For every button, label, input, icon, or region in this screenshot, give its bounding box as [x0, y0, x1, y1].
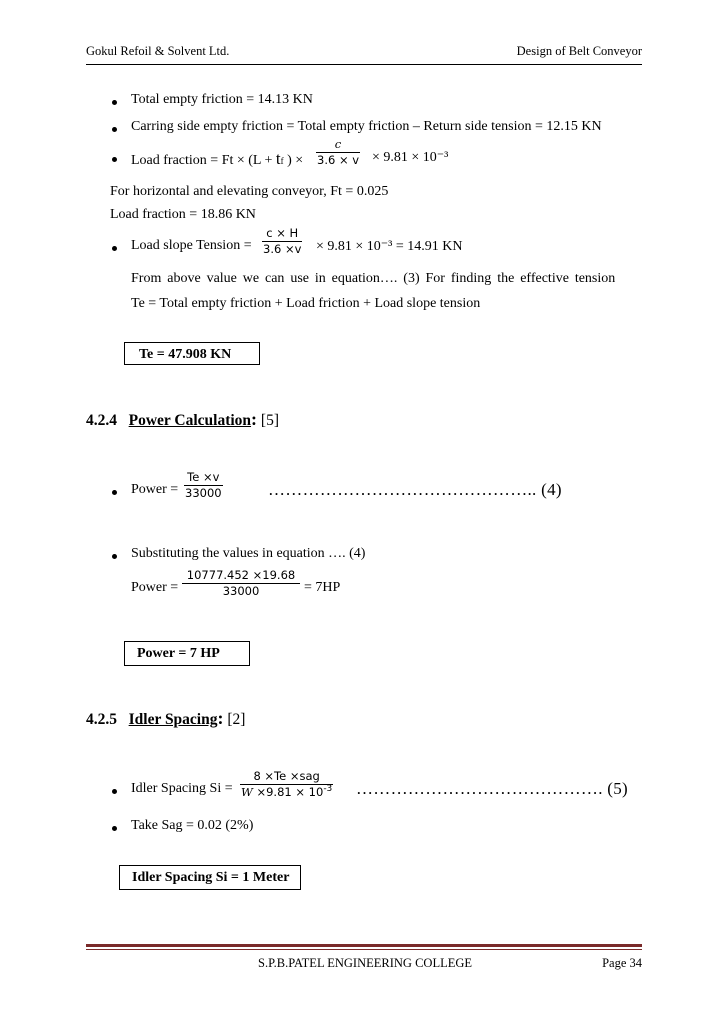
equation-5-reference: ……………………………………. (5) — [356, 779, 629, 798]
from-above-text: From above value we can use in equation…. (3) For finding the effective tension — [131, 271, 616, 286]
footer-college: S.P.B.PATEL ENGINEERING COLLEGE — [258, 956, 473, 970]
load-fraction-t: t — [275, 149, 281, 168]
te-result: Te = 47.908 KN — [139, 347, 232, 362]
idler-result-box — [119, 865, 301, 890]
power-formula-fraction — [184, 470, 223, 501]
section-number: 4.2.5 — [86, 711, 117, 728]
bullet — [112, 490, 117, 495]
te-result-box — [124, 342, 260, 365]
fraction-numerator: Te ×v — [187, 470, 220, 484]
power-result-box — [124, 641, 250, 666]
slope-tension-prefix: Load slope Tension = — [131, 238, 252, 253]
fraction-numerator: c — [334, 137, 342, 151]
fraction-denominator: 33000 — [185, 486, 222, 500]
load-fraction-exponent: ⁻³ — [436, 150, 449, 165]
idler-formula-prefix: Idler Spacing Si = — [131, 781, 233, 796]
section-title: Power Calculation — [128, 412, 252, 429]
section-colon: : — [217, 708, 224, 728]
substituting-text: Substituting the values in equation …. (4) — [131, 546, 366, 561]
load-fraction-f: f — [280, 156, 284, 166]
equation-4-reference: ……………………………………….. (4) — [268, 480, 562, 499]
section-reference: [2] — [227, 711, 246, 728]
power-calc-prefix: Power = — [131, 580, 179, 595]
idler-formula-fraction — [240, 769, 333, 800]
header-left: Gokul Refoil & Solvent Ltd. — [86, 44, 230, 58]
power-formula-prefix: Power = — [131, 482, 179, 497]
header-divider — [86, 64, 642, 65]
page-number: Page 34 — [602, 956, 642, 970]
header-right: Design of Belt Conveyor — [516, 44, 642, 58]
fraction-numerator: c × H — [266, 226, 299, 240]
section-colon: : — [251, 409, 258, 429]
power-calc-fraction — [182, 568, 300, 599]
slope-tension-suffix: × 9.81 × 10⁻³ = 14.91 KN — [316, 239, 463, 254]
power-result: Power = 7 HP — [137, 646, 220, 661]
bullet — [112, 100, 117, 105]
te-equation: Te = Total empty friction + Load friction + Load slope tension — [131, 296, 481, 311]
bullet — [112, 127, 117, 132]
bullet — [112, 246, 117, 251]
load-fraction-suffix — [372, 149, 448, 166]
idler-section-heading — [86, 708, 245, 729]
horizontal-conveyor-note: For horizontal and elevating conveyor, Ft = 0.025 — [110, 184, 389, 199]
idler-result: Idler Spacing Si = 1 Meter — [132, 870, 290, 885]
power-section-heading — [86, 409, 279, 430]
total-empty-friction: Total empty friction = 14.13 KN — [131, 92, 313, 107]
bullet — [112, 826, 117, 831]
bullet — [112, 789, 117, 794]
fraction-denominator: $W \times 9.81 \times 10^{-3}$ — [241, 784, 333, 799]
carring-side-friction: Carring side empty friction = Total empty friction – Return side tension = 12.15 KN — [131, 119, 602, 134]
section-reference: [5] — [260, 412, 279, 429]
fraction-denominator: 33000 — [222, 584, 260, 598]
fraction-numerator: 8 ×Te ×sag — [253, 769, 320, 783]
power-calc-result: = 7HP — [304, 580, 341, 595]
load-fraction-mid: ) × — [287, 153, 304, 168]
take-sag-text: Take Sag = 0.02 (2%) — [131, 818, 254, 833]
fraction-numerator: 10777.452 ×19.68 — [186, 568, 296, 582]
load-fraction-value: Load fraction = 18.86 KN — [110, 207, 256, 222]
slope-tension-fraction — [262, 226, 302, 257]
section-number: 4.2.4 — [86, 412, 117, 429]
bullet — [112, 157, 117, 162]
footer-divider-thick — [86, 944, 642, 947]
load-fraction-fraction — [316, 137, 360, 168]
bullet — [112, 554, 117, 559]
fraction-denominator: 3.6 × v — [317, 153, 360, 167]
load-fraction-formula — [131, 149, 303, 169]
load-fraction-multiplier: × 9.81 × 10 — [372, 150, 437, 165]
footer-divider-thin — [86, 949, 642, 950]
fraction-denominator: 3.6 ×v — [263, 242, 302, 256]
load-fraction-prefix: Load fraction = Ft × (L + — [131, 153, 276, 168]
section-title: Idler Spacing — [128, 711, 218, 728]
